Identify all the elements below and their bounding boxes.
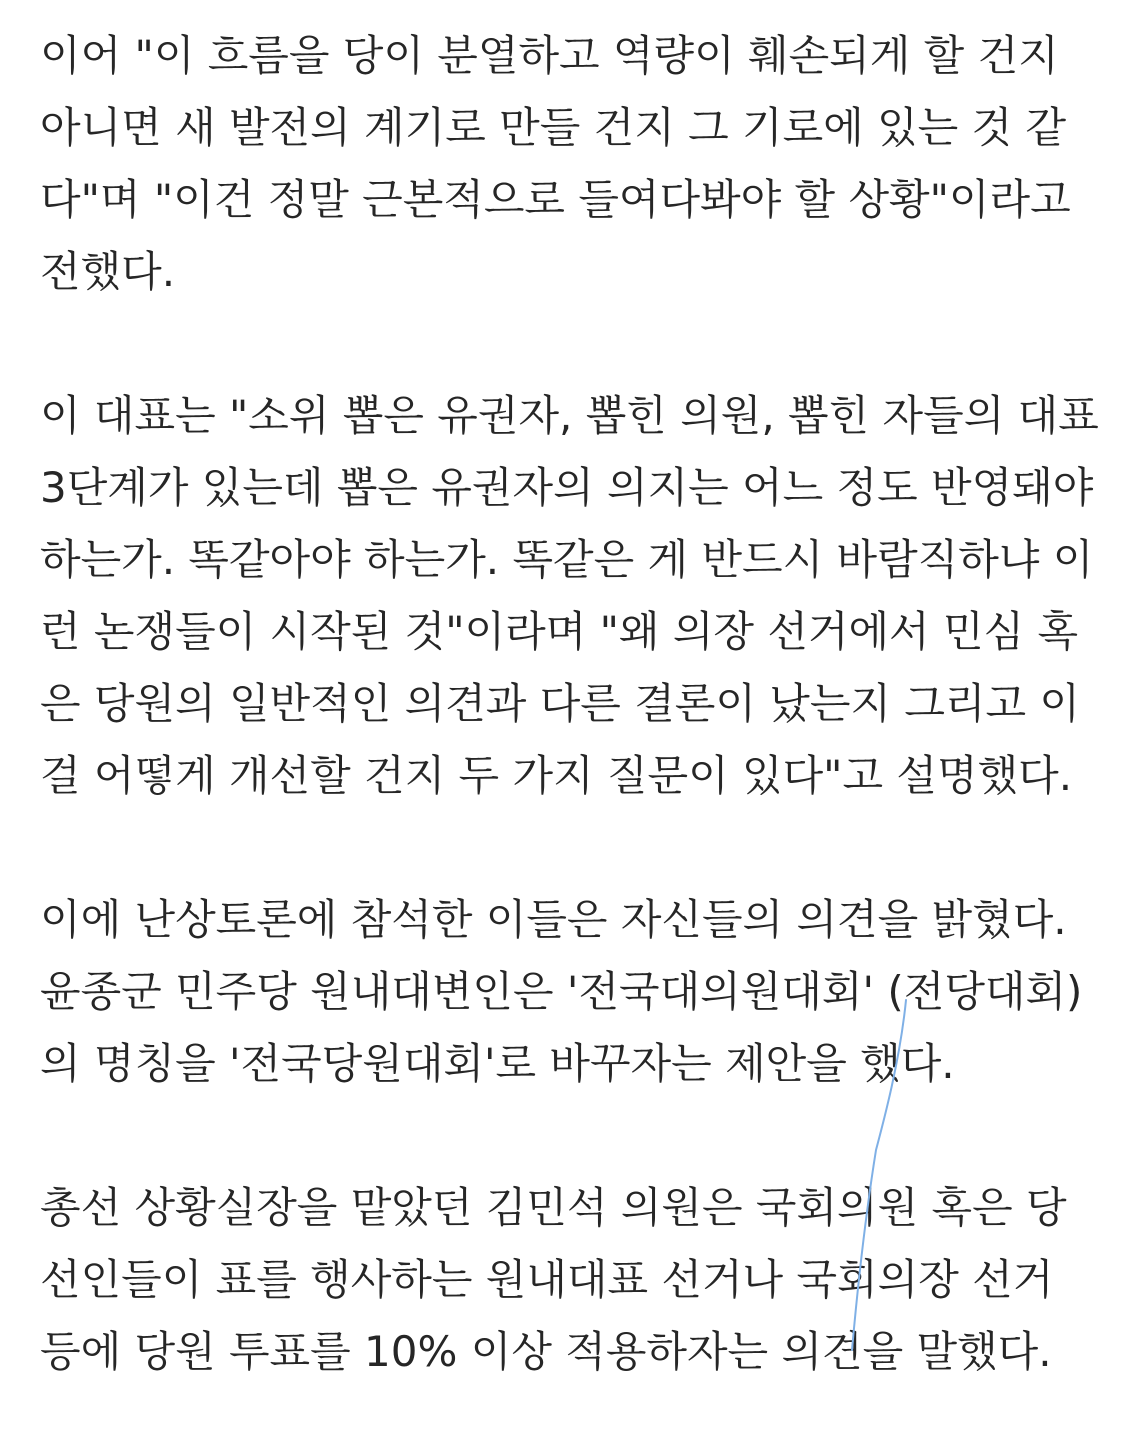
text-line: 3단계가 있는데 뽑은 유권자의 의지는 어느 정도 반영돼야 xyxy=(40,463,1094,512)
text-line: 하는가. 똑같아야 하는가. 똑같은 게 반드시 바람직하냐 이 xyxy=(40,535,1094,584)
paragraph-gap xyxy=(40,308,1100,380)
text-line: 의 명칭을 '전국당원대회'로 바꾸자는 제안을 했다. xyxy=(40,1039,955,1088)
text-line: 아니면 새 발전의 계기로 만들 건지 그 기로에 있는 것 같 xyxy=(40,103,1067,152)
text-line: 선인들이 표를 행사하는 원내대표 선거나 국회의장 선거 xyxy=(40,1255,1054,1304)
text-line: 총선 상황실장을 맡았던 김민석 의원은 국회의원 혹은 당 xyxy=(40,1183,1067,1232)
text-line: 걸 어떻게 개선할 건지 두 가지 질문이 있다"고 설명했다. xyxy=(40,751,1073,800)
paragraph-3 xyxy=(40,884,1100,1100)
text-line: 이어 "이 흐름을 당이 분열하고 역량이 훼손되게 할 건지 xyxy=(40,31,1059,80)
text-line: 런 논쟁들이 시작된 것"이라며 "왜 의장 선거에서 민심 혹 xyxy=(40,607,1079,656)
paragraph-1 xyxy=(40,20,1100,308)
text-line: 윤종군 민주당 원내대변인은 '전국대의원대회' (전당대회) xyxy=(40,967,1083,1016)
paragraph-4 xyxy=(40,1172,1100,1388)
article-body xyxy=(40,20,1100,1388)
text-line: 다"며 "이건 정말 근본적으로 들여다봐야 할 상황"이라고 xyxy=(40,175,1071,224)
text-line: 전했다. xyxy=(40,247,176,296)
text-line: 등에 당원 투표를 10% 이상 적용하자는 의견을 말했다. xyxy=(40,1327,1052,1376)
paragraph-2 xyxy=(40,380,1100,812)
paragraph-gap xyxy=(40,812,1100,884)
paragraph-gap xyxy=(40,1100,1100,1172)
text-line: 이에 난상토론에 참석한 이들은 자신들의 의견을 밝혔다. xyxy=(40,895,1067,944)
text-line: 이 대표는 "소위 뽑은 유권자, 뽑힌 의원, 뽑힌 자들의 대표 xyxy=(40,391,1099,440)
text-line: 은 당원의 일반적인 의견과 다른 결론이 났는지 그리고 이 xyxy=(40,679,1080,728)
